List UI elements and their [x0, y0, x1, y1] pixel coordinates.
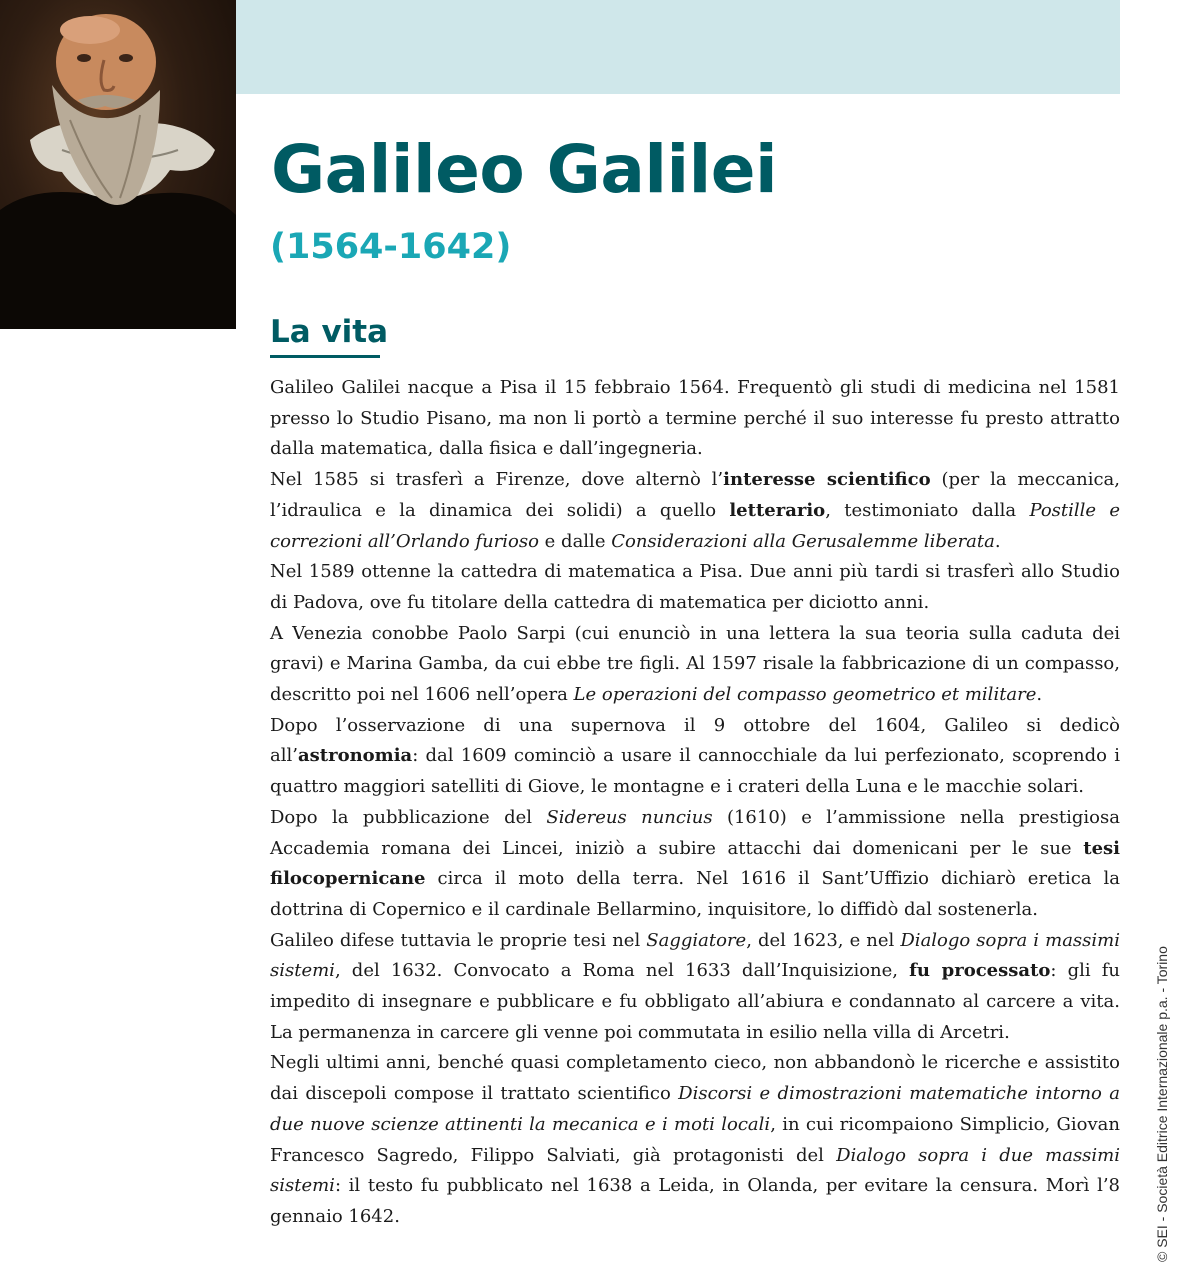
page-title: Galileo Galilei	[271, 131, 778, 208]
bio-text: : gli fu impedito di insegnare e pubblicare e fu obbligato all’abiura e condannato al carcere a vita. La permanenza in carcere gli venne poi commutata in esilio nella villa di Arcetri.	[270, 960, 1120, 1043]
bio-text: , in cui ricompaiono Simplicio, Giovan Francesco Sagredo, Filippo Salviati, già protagonisti del	[270, 1113, 1120, 1166]
bio-italic: Considerazioni alla Gerusalemme liberata	[611, 530, 995, 552]
bio-text: e dalle	[538, 530, 612, 552]
bio-text: Nel 1585 si trasferì a Firenze, dove alternò l’	[270, 469, 724, 491]
bio-text: Galileo Galilei nacque a Pisa il 15 febbraio 1564. Frequentò gli studi di medicina nel 1581 presso lo Studio Pisano, ma non li portò a termine perché il suo interesse fu presto attratto dalla matematica, dalla fisica e dall’ingegneria.	[270, 377, 1120, 460]
bio-bold: astronomia	[297, 745, 413, 767]
bio-italic: Dialogo sopra i massimi sistemi	[270, 929, 1120, 982]
bio-text: A Venezia conobbe Paolo Sarpi (cui enunciò in una lettera la sua teoria sulla caduta dei gravi) e Marina Gamba, da cui ebbe tre figli. Al 1597 risale la fabbricazione di un compasso, descritto poi nel 1606 nell’opera	[270, 622, 1120, 706]
bio-text: , del 1632. Convocato a Roma nel 1633 dall’Inquisizione,	[334, 960, 910, 982]
bio-paragraph	[270, 803, 1120, 926]
bio-bold: fu processato	[909, 960, 1051, 982]
section-title: La vita	[270, 314, 389, 350]
bio-paragraph	[270, 373, 1120, 465]
bio-paragraph	[270, 557, 1120, 618]
bio-text: Negli ultimi anni, benché quasi completamento cieco, non abbandonò le ricerche e assistito dai discepoli compose il trattato scientifico	[270, 1052, 1120, 1105]
bio-paragraph	[270, 619, 1120, 711]
bio-text: , del 1623, e nel	[746, 929, 901, 951]
bio-text: .	[1036, 684, 1043, 706]
section-underline	[270, 355, 380, 358]
bio-bold: interesse scientifico	[723, 469, 931, 491]
biography-text	[270, 373, 1120, 1233]
bio-italic: Saggiatore	[646, 929, 747, 951]
copyright-notice: © SEI - Società Editrice Internazionale p.a. - Torino	[1154, 946, 1170, 1262]
galileo-portrait-icon	[0, 0, 236, 329]
bio-paragraph	[270, 711, 1120, 803]
bio-text: (per la meccanica, l’idraulica e la dinamica dei solidi) a quello	[270, 469, 1120, 521]
bio-italic: Discorsi e dimostrazioni matematiche intorno a due nuove scienze attinenti la mecanica e i moti locali	[270, 1083, 1120, 1135]
bio-text: Nel 1589 ottenne la cattedra di matematica a Pisa. Due anni più tardi si trasferì allo Studio di Padova, ove fu titolare della cattedra di matematica per diciotto anni.	[270, 561, 1120, 613]
bio-italic: Sidereus nuncius	[546, 806, 713, 828]
header-banner	[236, 0, 1120, 94]
bio-italic: Dialogo sopra i due massimi sistemi	[270, 1144, 1121, 1197]
portrait-drawing	[0, 0, 236, 329]
bio-text: Dopo la pubblicazione del	[270, 806, 547, 828]
bio-italic: Le operazioni del compasso geometrico et militare	[573, 684, 1037, 706]
bio-text: Galileo difese tuttavia le proprie tesi nel	[270, 929, 647, 951]
bio-text: (1610) e l’ammissione nella prestigiosa Accademia romana dei Lincei, iniziò a subire attacchi dai domenicani per le sue	[270, 806, 1120, 859]
bio-text: : il testo fu pubblicato nel 1638 a Leida, in Olanda, per evitare la censura. Morì l’8 gennaio 1642.	[270, 1175, 1120, 1227]
bio-italic: Postille e correzioni all’Orlando furioso	[270, 499, 1121, 552]
bio-text: circa il moto della terra. Nel 1616 il Sant’Uffizio dichiarò eretica la dottrina di Copernico e il cardinale Bellarmino, inquisitore, lo diffidò dal sostenerla.	[270, 868, 1120, 920]
bio-bold: tesi filocopernicane	[270, 837, 1120, 890]
bio-text: Dopo l’osservazione di una supernova il 9 ottobre del 1604, Galileo si dedicò all’	[270, 714, 1120, 767]
bio-paragraph	[270, 465, 1120, 557]
bio-bold: letterario	[729, 499, 826, 521]
bio-text: , testimoniato dalla	[825, 499, 1030, 521]
bio-text: : dal 1609 cominciò a usare il cannocchiale da lui perfezionato, scoprendo i quattro maggiori satelliti di Giove, le montagne e i crateri della Luna e le macchie solari.	[270, 745, 1120, 798]
bio-text: .	[994, 530, 1001, 552]
bio-paragraph	[270, 926, 1120, 1049]
life-dates: (1564-1642)	[270, 227, 512, 267]
bio-paragraph	[270, 1048, 1120, 1232]
